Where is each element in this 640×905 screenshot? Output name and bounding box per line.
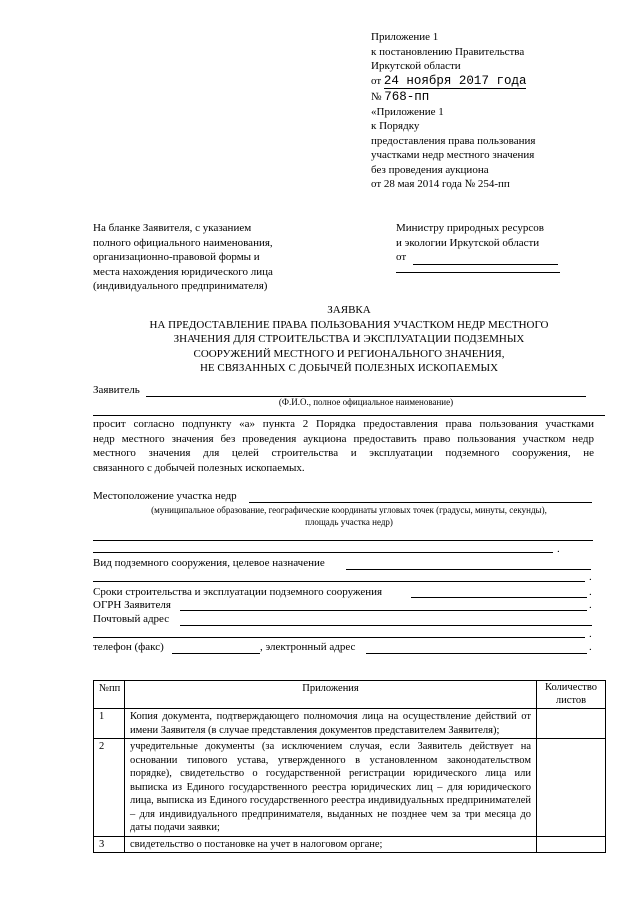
header-line: от 28 мая 2014 года № 254-пп [371,178,510,190]
row-text: свидетельство о постановке на учет в налоговом органе; [125,836,537,853]
ogrn-field[interactable] [180,610,587,611]
attachments-table [93,680,606,853]
table-row [94,836,606,853]
row-count[interactable] [537,739,606,837]
row-number: 2 [94,739,125,837]
header-attachments: Приложения [125,681,537,709]
applicant-field-2[interactable] [93,415,605,416]
terms-label: Сроки строительства и эксплуатации подземного сооружения [93,586,383,598]
header-line: «Приложение 1 [371,105,444,118]
structure-type-field-2[interactable] [93,581,585,582]
request-paragraph: просит согласно подпункту «а» пункта 2 Порядка предоставления права пользования участками недр местного значения без проведения аукциона предоставить право пользования участком недр местного значения для целей строительства и эксплуатации подземного сооружения, не связанного с добычей полезных ископаемых. [93,418,594,474]
postal-address-label: Почтовый адрес [93,613,170,625]
addressee-from: от [396,250,558,265]
email-field[interactable] [366,653,587,654]
row-count[interactable] [537,709,606,739]
ogrn-label: ОГРН Заявителя [93,599,171,611]
header-block [371,30,535,192]
header-line: к Порядку [371,120,420,132]
terms-field[interactable] [411,597,587,598]
email-label: , электронный адрес [260,641,356,653]
addressee: Министру природных ресурсов и экологии Иркутской области от [396,221,558,265]
row-number: 3 [94,836,125,853]
header-line: предоставления права пользования [371,134,536,147]
header-line: к постановлению Правительства [371,45,525,58]
table-row [94,709,606,739]
addressee-from-field[interactable] [413,253,558,265]
letterhead-note: На бланке Заявителя, с указанием полного официального наименования, организационно-правовой формы и места нахождения юридического лица (индивидуального предпринимателя) [93,222,273,292]
phone-label: телефон (факс) [93,641,164,653]
header-line: Приложение 1 [371,31,439,43]
table-header-row [94,681,606,709]
applicant-hint: (Ф.И.О., полное официальное наименование) [278,397,454,407]
header-pages: Количество листов [537,681,606,709]
ogrn-dot: . [589,599,592,611]
location-label: Местоположение участка недр [93,490,237,502]
header-number-value: 768-пп [384,90,430,104]
terms-dot: . [589,586,592,598]
addressee-extra-line[interactable] [396,272,560,273]
location-field[interactable] [249,502,592,503]
header-number: № 768-пп [371,90,430,104]
header-line: без проведения аукциона [371,163,489,176]
structure-type-label: Вид подземного сооружения, целевое назначение [93,557,325,569]
header-date: от 24 ноября 2017 года [371,73,527,88]
header-line: участками недр местного значения [371,149,535,161]
row-text: учредительные документы (за исключением случая, если Заявитель действует на основании типового устава, утвержденного в установленном законодательством порядке), свидетельство о государственной регистрации юридического лица или выписка из Единого государственного реестра юридических лиц – для юридического лица, выписка из Единого государственного реестра индивидуальных предпринимателей – для индивидуального предпринимателя, выданных не позднее чем за три месяца до даты подачи заявки; [125,739,537,837]
applicant-label: Заявитель [93,384,140,396]
row-text: Копия документа, подтверждающего полномочия лица на осуществление действий от имени Заявителя (в случае представления документов представителем Заявителя); [125,709,537,739]
header-number: №пп [94,681,125,709]
location-hint: (муниципальное образование, географические координаты угловых точек (градусы, минуты, секунды), площадь участка недр) [151,505,547,527]
email-dot: . [589,641,592,653]
phone-field[interactable] [172,653,260,654]
row-count[interactable] [537,836,606,853]
header-date-value: 24 ноября 2017 года [383,73,527,88]
postal-address-field[interactable] [180,625,592,626]
structure-type-dot: . [589,571,592,583]
location-field-3[interactable] [93,552,553,553]
header-line: Иркутской области [371,60,461,72]
structure-type-field[interactable] [346,569,591,570]
location-end-dot: . [557,543,560,555]
table-row [94,739,606,837]
row-number: 1 [94,709,125,739]
location-field-2[interactable] [93,540,593,541]
postal-address-dot: . [589,628,592,640]
postal-address-field-2[interactable] [93,637,585,638]
document-title: ЗАЯВКА НА ПРЕДОСТАВЛЕНИЕ ПРАВА ПОЛЬЗОВАНИЯ УЧАСТКОМ НЕДР МЕСТНОГО ЗНАЧЕНИЯ ДЛЯ СТРОИТЕЛЬСТВА И ЭКСПЛУАТАЦИИ ПОДЗЕМНЫХ СООРУЖЕНИЙ МЕСТНОГО И РЕГИОНАЛЬНОГО ЗНАЧЕНИЯ, НЕ СВЯЗАННЫХ С ДОБЫЧЕЙ ПОЛЕЗНЫХ ИСКОПАЕМЫХ [149,304,549,374]
